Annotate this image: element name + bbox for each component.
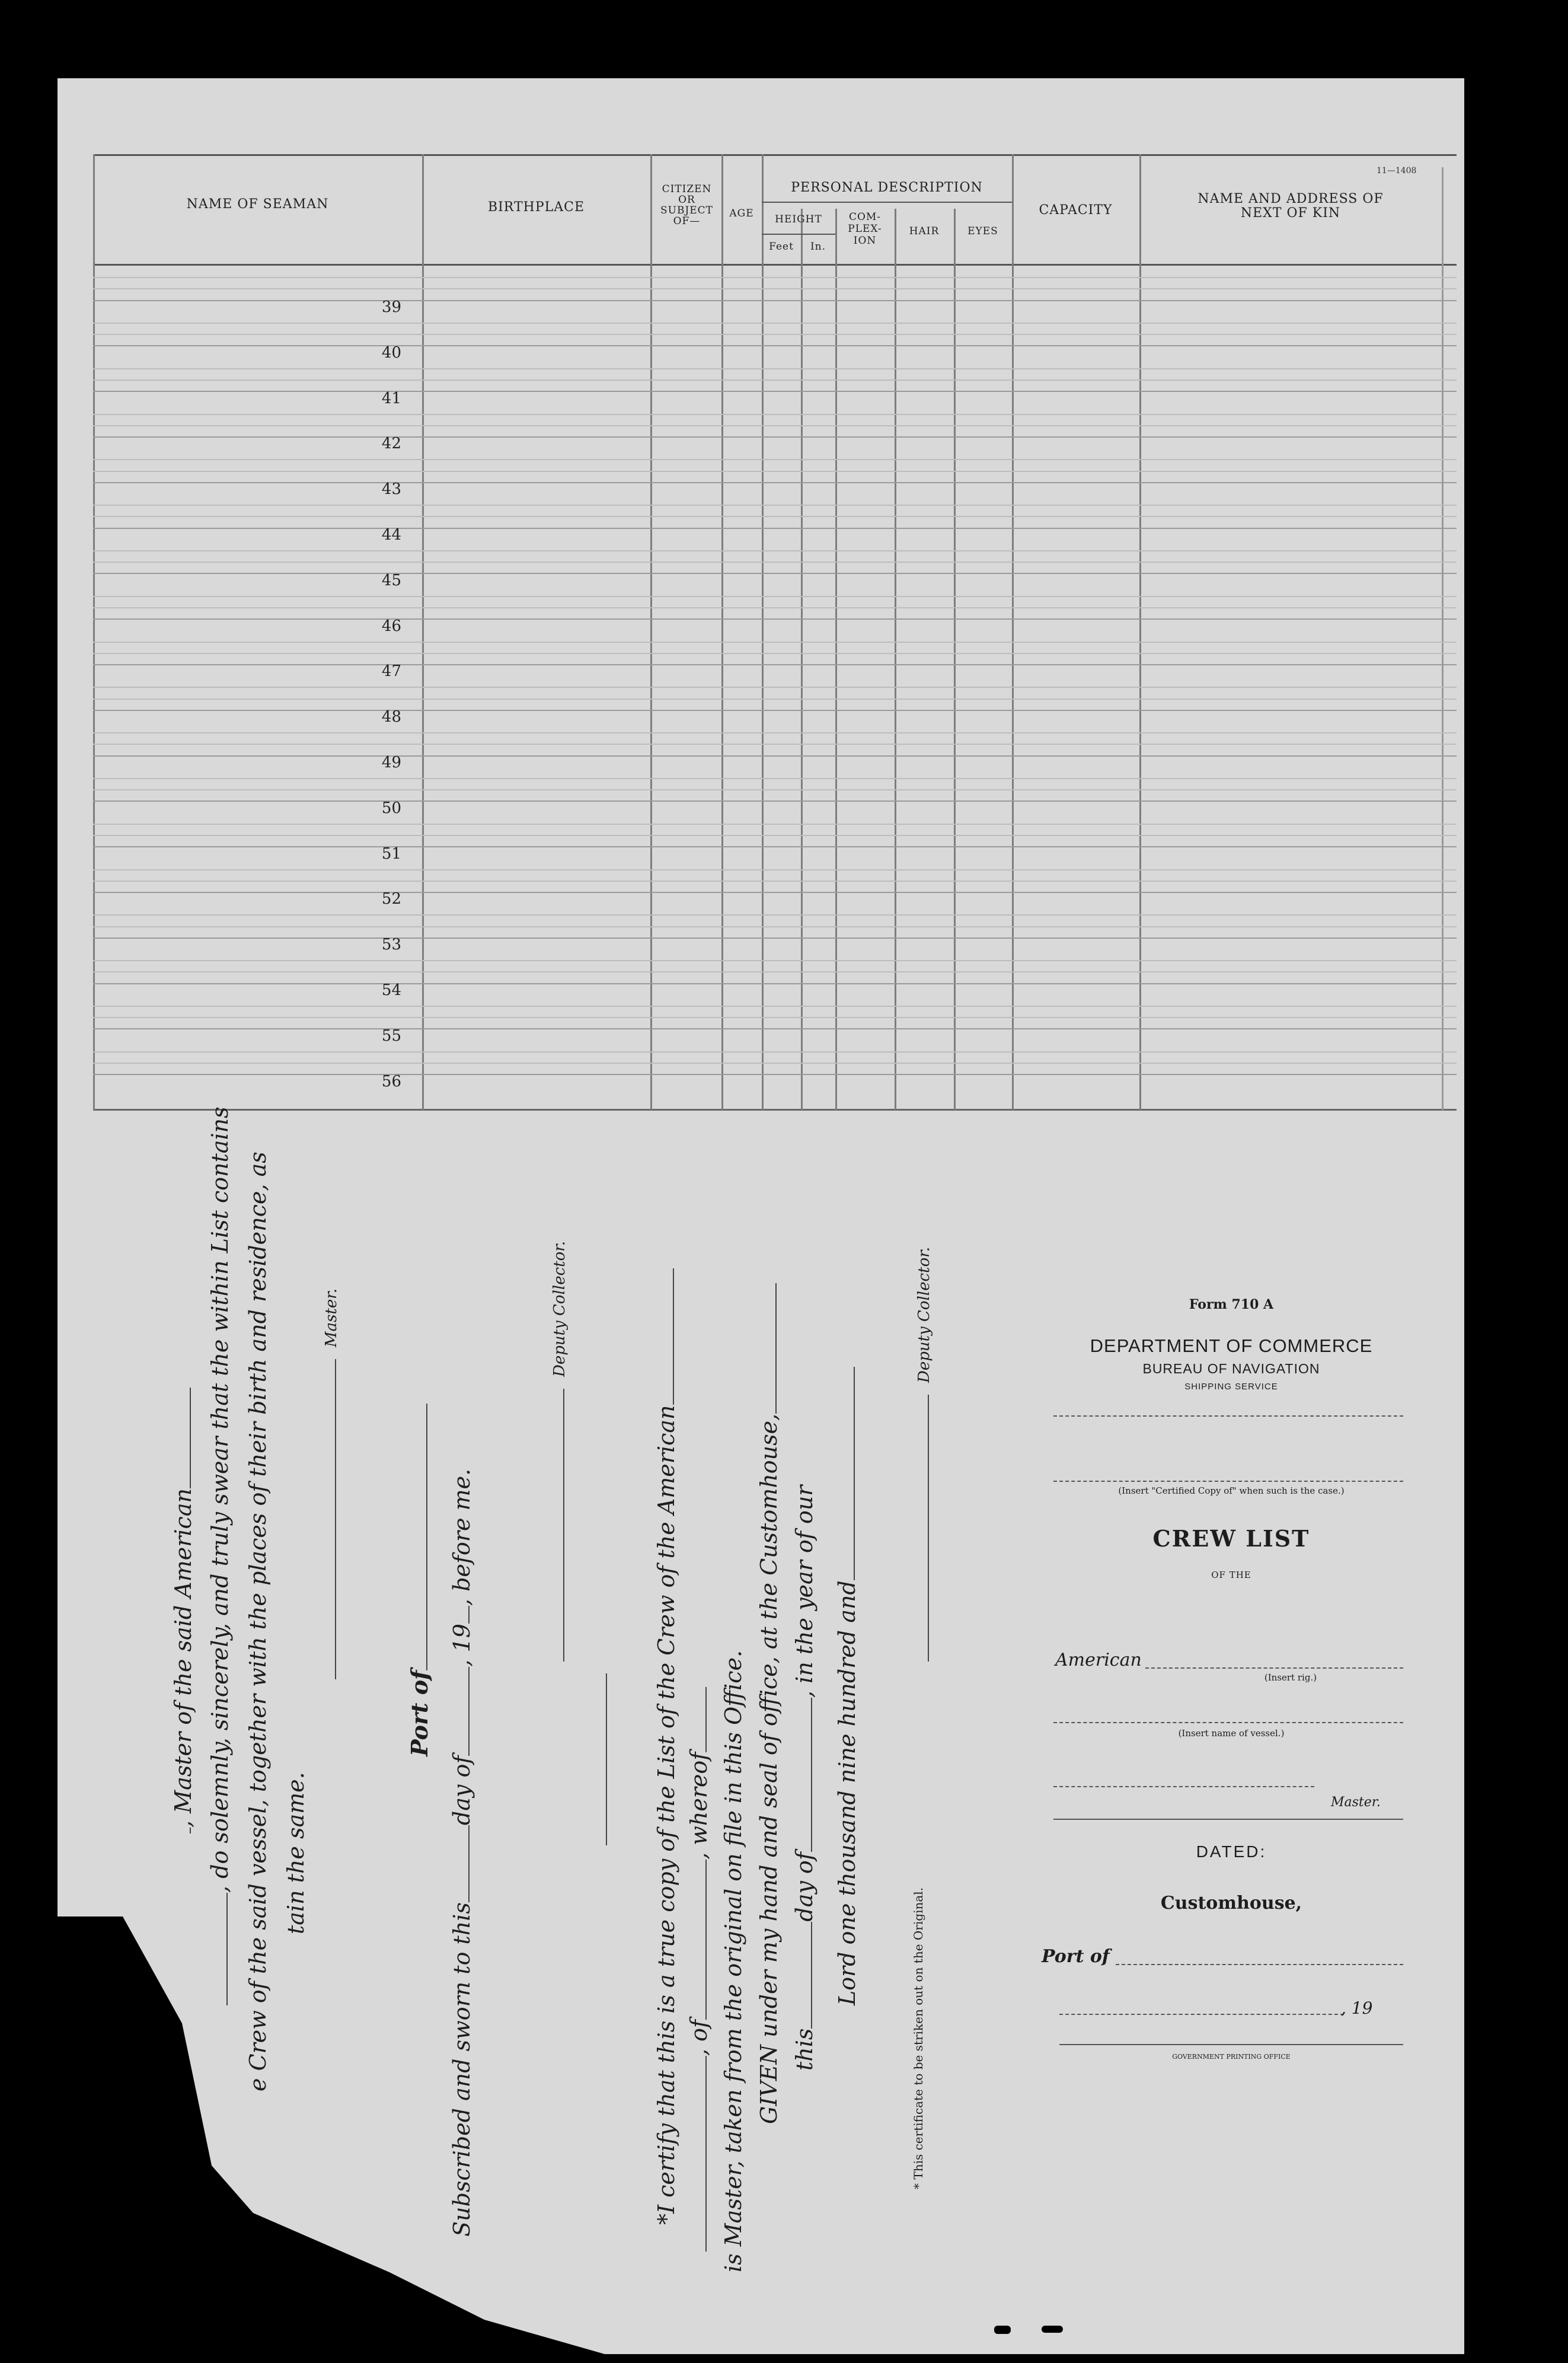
row-ruling xyxy=(93,425,1457,426)
cover-line-vessel xyxy=(1053,1722,1403,1723)
oath-master-signature: Master. xyxy=(318,1289,340,1679)
col-line-age xyxy=(762,154,764,1110)
row-ruling xyxy=(93,971,1457,972)
row-number: 49 xyxy=(381,754,401,771)
row-number: 43 xyxy=(381,480,401,499)
row-number: 40 xyxy=(381,343,401,362)
row-ruling xyxy=(93,699,1457,700)
certify-footnote: * This certificate to be striken out on the Original. xyxy=(911,1887,925,2189)
cover-form-number: Form 710 A xyxy=(1189,1297,1274,1312)
row-ruling xyxy=(93,528,1457,529)
row-ruling xyxy=(93,687,1457,688)
cover-bureau: BUREAU OF NAVIGATION xyxy=(1142,1361,1320,1376)
header-name-of-seaman: NAME OF SEAMAN xyxy=(186,197,329,212)
row-number: 41 xyxy=(381,389,401,407)
certify-line-4: GIVEN under my hand and seal of office, at the Customhouse, xyxy=(756,1283,782,2124)
header-inches: In. xyxy=(810,241,826,253)
row-number: 55 xyxy=(381,1026,401,1045)
col-line-citizen xyxy=(721,154,723,1110)
row-number: 56 xyxy=(381,1072,401,1090)
col-line-complexion xyxy=(895,209,896,1110)
cover-rule-bottom xyxy=(1059,2044,1403,2045)
oath-line-2: , do solemnly, sincerely, and truly swear that the within List contains xyxy=(207,1106,233,2005)
row-number: 42 xyxy=(381,435,401,453)
row-ruling xyxy=(93,414,1457,415)
row-ruling xyxy=(93,869,1457,870)
row-ruling xyxy=(93,881,1457,882)
row-ruling xyxy=(93,368,1457,369)
row-ruling xyxy=(93,607,1457,608)
col-line-kin xyxy=(1442,167,1444,1110)
oath-line-3: e Crew of the said vessel, together with the places of their birth and residence, as xyxy=(245,1152,271,2091)
row-ruling xyxy=(93,778,1457,779)
row-ruling xyxy=(93,744,1457,745)
row-ruling xyxy=(93,277,1457,278)
row-number: 53 xyxy=(381,936,401,954)
form-code: 11—1408 xyxy=(1377,166,1417,176)
row-number: 50 xyxy=(381,799,401,817)
oath-subscribed: Subscribed and sworn to thisday of, 19, before me. xyxy=(449,1468,475,2237)
cover-port-of: Port of xyxy=(1042,1946,1110,1967)
oath-deputy-collector: Deputy Collector. xyxy=(547,1241,569,1662)
row-number: 47 xyxy=(381,662,401,681)
row-ruling xyxy=(93,732,1457,734)
row-ruling xyxy=(93,824,1457,825)
row-ruling xyxy=(93,436,1457,438)
row-ruling xyxy=(93,505,1457,506)
cover-line-2 xyxy=(1053,1481,1403,1482)
certify-line-5: thisday of, in the year of our xyxy=(791,1485,817,2071)
col-line-birthplace xyxy=(650,154,652,1110)
header-birthplace: BIRTHPLACE xyxy=(487,200,585,215)
binding-mark-2 xyxy=(1042,2326,1063,2333)
cover-of-the: OF THE xyxy=(1211,1570,1251,1580)
row-ruling xyxy=(93,391,1457,392)
row-ruling xyxy=(93,550,1457,551)
cover-dated: DATED: xyxy=(1196,1842,1267,1861)
row-ruling xyxy=(93,846,1457,847)
oath-divider xyxy=(606,1673,607,1845)
cover-printer: GOVERNMENT PRINTING OFFICE xyxy=(1172,2053,1291,2061)
row-ruling xyxy=(93,789,1457,790)
row-ruling xyxy=(93,482,1457,483)
header-age: AGE xyxy=(729,208,754,219)
cover-customhouse: Customhouse, xyxy=(1160,1893,1302,1914)
table-top-rule xyxy=(93,154,1457,156)
cover-line-rig xyxy=(1145,1667,1403,1669)
cover-service: SHIPPING SERVICE xyxy=(1184,1382,1278,1392)
col-line-inches xyxy=(835,209,837,1110)
row-ruling xyxy=(93,937,1457,939)
row-ruling xyxy=(93,926,1457,927)
cover-line-master xyxy=(1053,1786,1314,1787)
row-ruling xyxy=(93,459,1457,460)
oath-line-1: , Master of the said American xyxy=(170,1388,196,1833)
row-ruling xyxy=(93,334,1457,335)
cover-insert-rig: (Insert rig.) xyxy=(1264,1672,1317,1683)
row-ruling xyxy=(93,892,1457,893)
row-number: 54 xyxy=(381,981,401,999)
cover-insert-vessel: (Insert name of vessel.) xyxy=(1178,1728,1285,1739)
header-next-of-kin: NAME AND ADDRESS OF NEXT OF KIN xyxy=(1197,192,1384,221)
cover-master: Master. xyxy=(1331,1795,1381,1810)
row-ruling xyxy=(93,516,1457,517)
row-ruling xyxy=(93,380,1457,381)
row-ruling xyxy=(93,618,1457,620)
cover-department: DEPARTMENT OF COMMERCE xyxy=(1090,1335,1373,1356)
row-ruling xyxy=(93,642,1457,643)
row-ruling xyxy=(93,960,1457,961)
header-capacity: CAPACITY xyxy=(1039,203,1113,218)
row-ruling xyxy=(93,1063,1457,1064)
certify-deputy-collector: Deputy Collector. xyxy=(911,1247,933,1662)
row-ruling xyxy=(93,664,1457,665)
table-bottom-rule xyxy=(93,1109,1457,1111)
row-ruling xyxy=(93,573,1457,574)
row-number: 52 xyxy=(381,890,401,908)
row-number: 45 xyxy=(381,571,401,589)
torn-corner xyxy=(58,1916,650,2354)
row-number: 39 xyxy=(381,298,401,316)
crew-list-page xyxy=(58,78,1464,2354)
header-height: HEIGHT xyxy=(775,213,822,225)
row-number: 46 xyxy=(381,617,401,635)
row-ruling xyxy=(93,1028,1457,1029)
row-ruling xyxy=(93,914,1457,916)
row-number: 51 xyxy=(381,844,401,863)
col-line-feet xyxy=(801,209,803,1110)
row-ruling xyxy=(93,1006,1457,1007)
row-ruling xyxy=(93,1051,1457,1053)
row-number: 44 xyxy=(381,526,401,544)
row-ruling xyxy=(93,323,1457,324)
cover-year: , 19 xyxy=(1341,1998,1373,2018)
oath-port-of: Port of xyxy=(406,1404,433,1756)
table-header-bottom-rule xyxy=(93,264,1457,266)
certify-line-2: , of, whereof xyxy=(686,1687,712,2252)
row-ruling xyxy=(93,835,1457,836)
row-ruling xyxy=(93,653,1457,654)
cover-insert-note: (Insert "Certified Copy of" when such is the case.) xyxy=(1118,1485,1345,1496)
col-line-capacity xyxy=(1139,154,1141,1110)
row-number: 48 xyxy=(381,708,401,726)
cover-line-1 xyxy=(1053,1415,1403,1417)
col-line-hair xyxy=(954,209,956,1110)
certify-line-1: *I certify that this is a true copy of the List of the Crew of the American xyxy=(653,1268,679,2225)
header-eyes: EYES xyxy=(967,225,998,237)
col-line-0 xyxy=(93,154,95,1110)
height-sep xyxy=(762,234,835,235)
certify-line-6: Lord one thousand nine hundred and xyxy=(834,1367,860,2005)
cover-line-port xyxy=(1116,1964,1403,1965)
row-ruling xyxy=(93,1017,1457,1018)
col-line-name xyxy=(422,154,424,1110)
row-ruling xyxy=(93,596,1457,597)
header-citizen: CITIZEN OR SUBJECT OF— xyxy=(660,183,714,227)
header-hair: HAIR xyxy=(909,225,940,237)
binding-mark-1 xyxy=(994,2326,1011,2334)
certify-line-3: is Master, taken from the original on file in this Office. xyxy=(720,1650,746,2272)
header-feet: Feet xyxy=(769,241,794,253)
row-ruling xyxy=(93,710,1457,711)
header-personal-description: PERSONAL DESCRIPTION xyxy=(791,180,983,195)
row-ruling xyxy=(93,300,1457,301)
cover-title: CREW LIST xyxy=(1152,1525,1310,1552)
row-ruling xyxy=(93,983,1457,984)
row-ruling xyxy=(93,1074,1457,1075)
row-ruling xyxy=(93,288,1457,289)
row-ruling xyxy=(93,801,1457,802)
oath-line-4: tain the same. xyxy=(283,1772,309,1934)
personal-desc-sep xyxy=(762,202,1012,203)
cover-line-date xyxy=(1059,2014,1344,2015)
cover-rule-master xyxy=(1053,1819,1403,1820)
cover-american: American xyxy=(1055,1650,1142,1670)
col-line-eyes xyxy=(1012,154,1014,1110)
row-ruling xyxy=(93,345,1457,346)
header-complexion: COM- PLEX- ION xyxy=(848,211,882,247)
row-ruling xyxy=(93,562,1457,563)
row-ruling xyxy=(93,755,1457,757)
row-ruling xyxy=(93,471,1457,472)
